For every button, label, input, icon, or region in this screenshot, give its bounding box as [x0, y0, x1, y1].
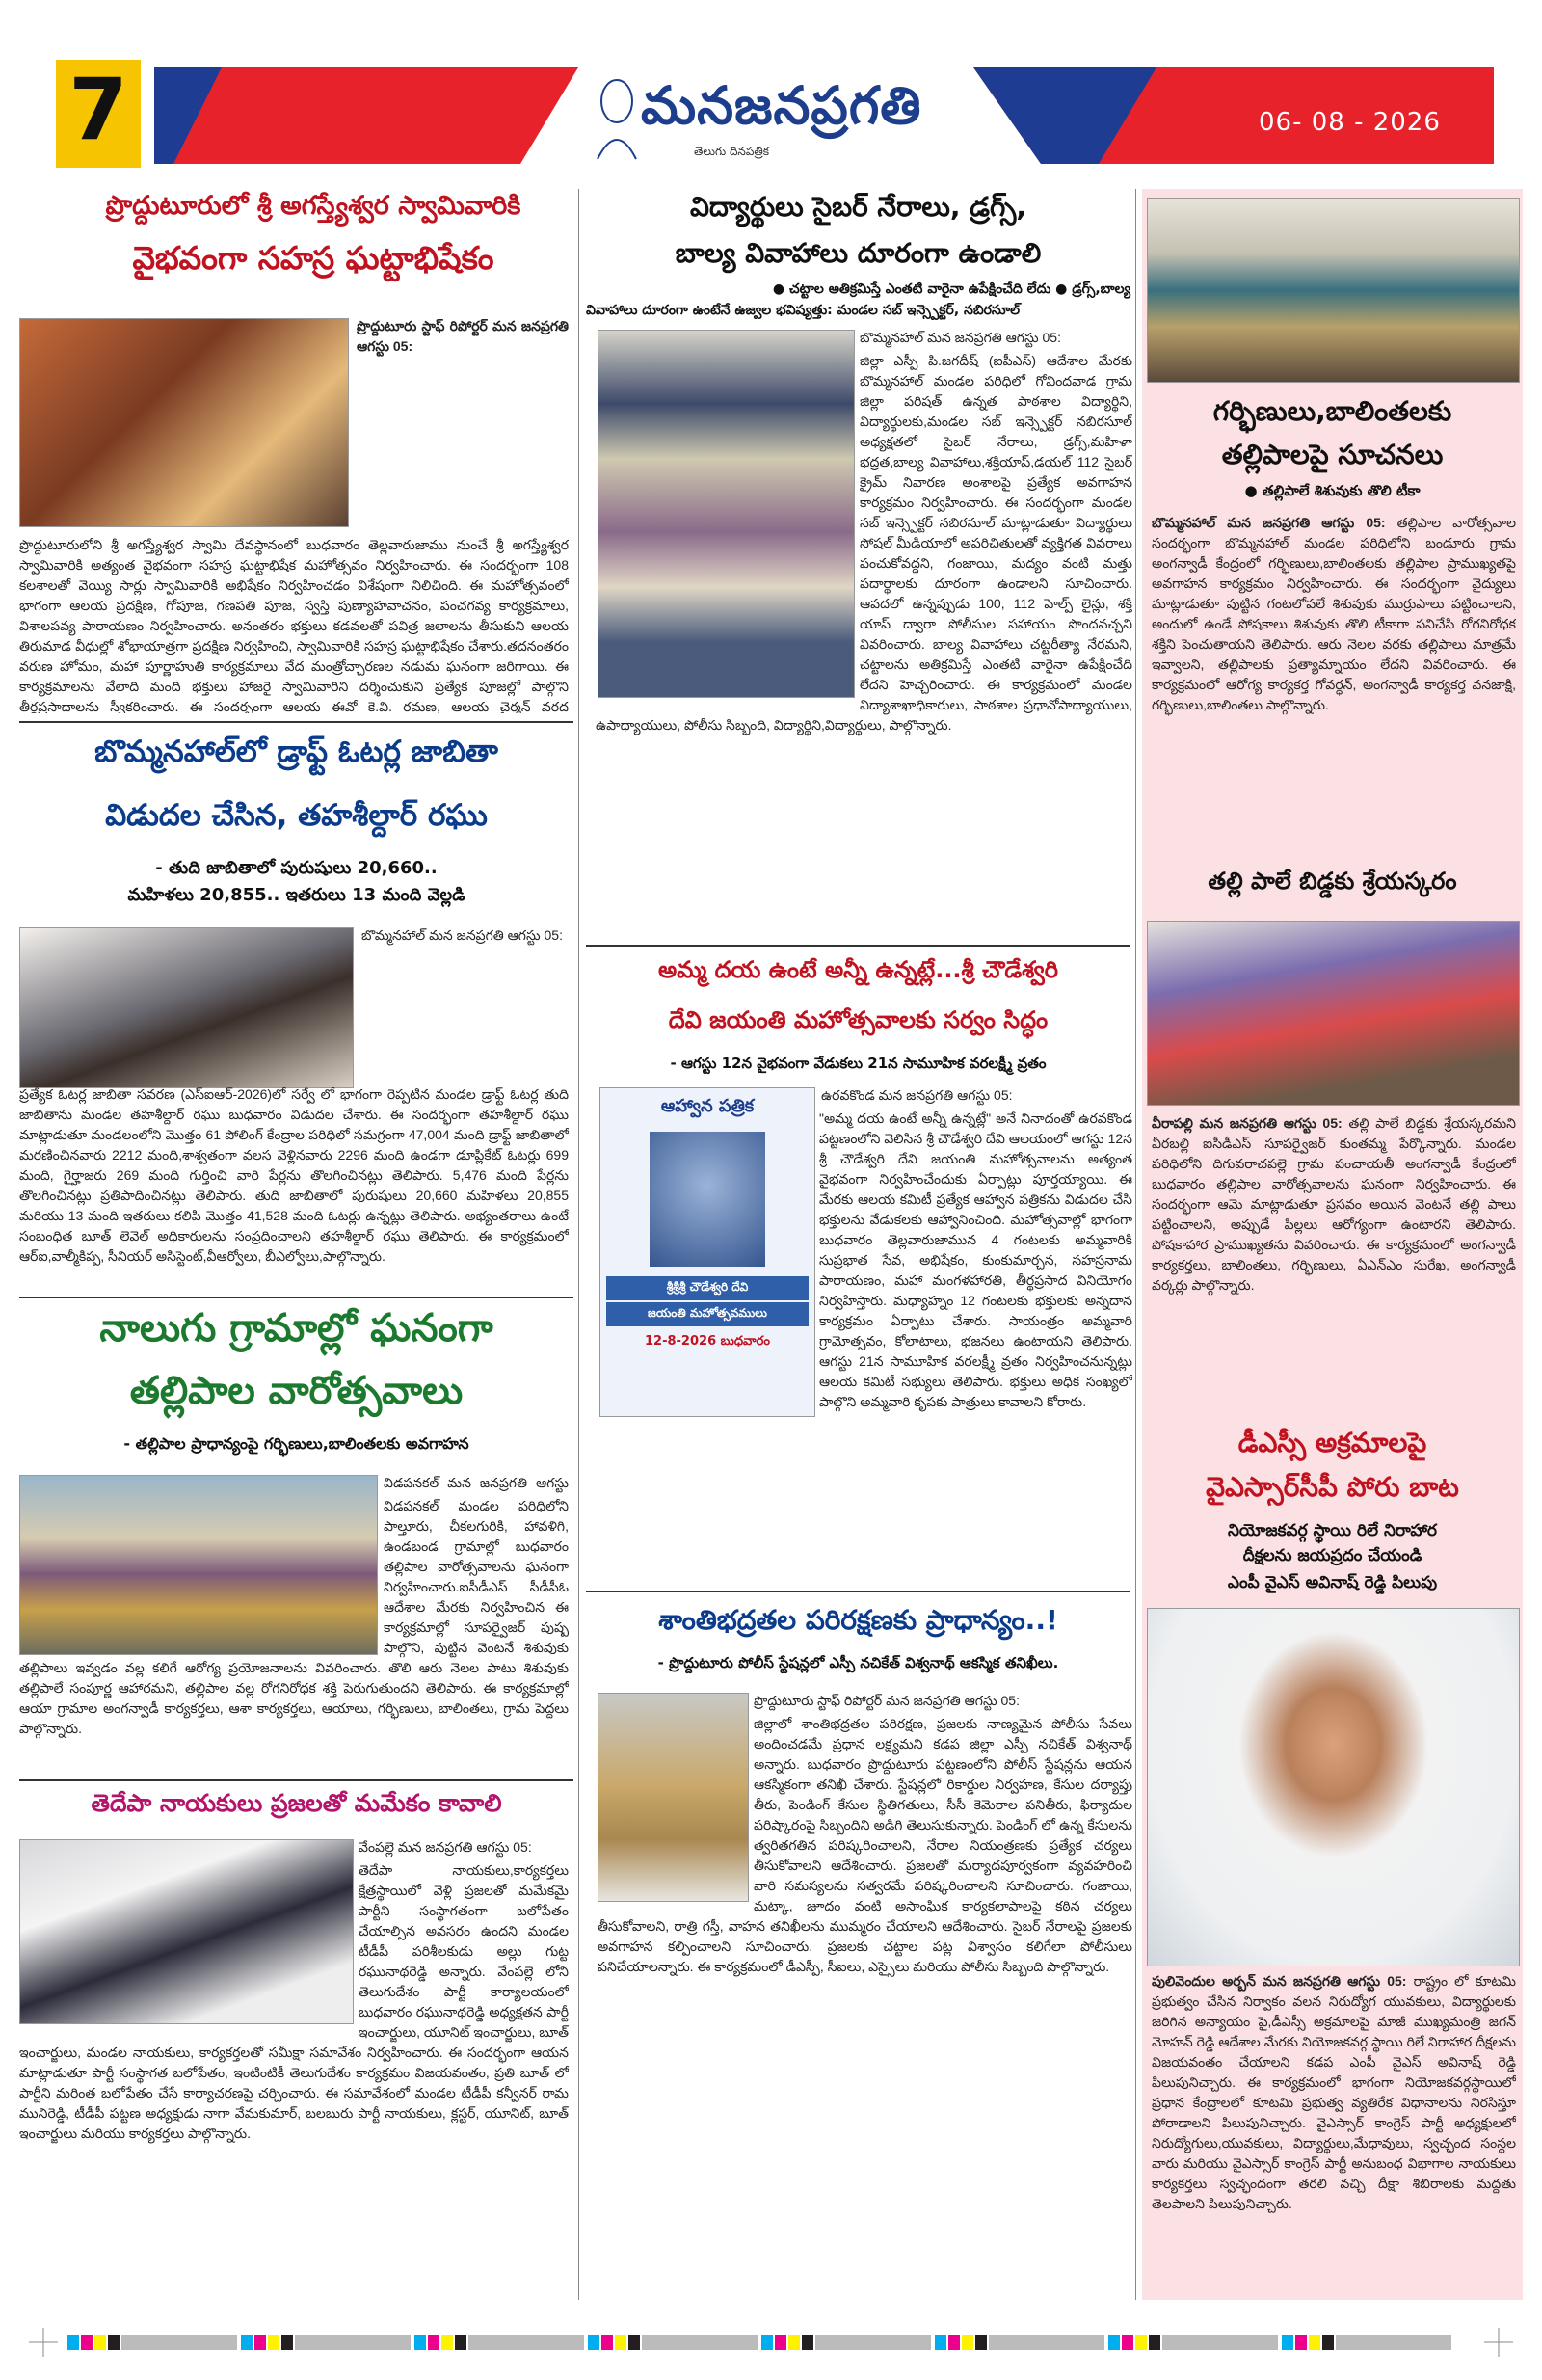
color-swatch: [1149, 2335, 1160, 2350]
divider: [19, 1297, 573, 1298]
sidebar-3-portrait: [1147, 1608, 1520, 1966]
article-3-headline-2: తల్లిపాల వారోత్సవాలు: [129, 1369, 464, 1413]
article-2-dateline: బొమ్మనహాల్ మన జనప్రగతి ఆగస్టు 05:: [361, 927, 563, 943]
article-4-headline: తెదేపా నాయకులు ప్రజలతో మమేకం కావాలి: [91, 1789, 502, 1817]
article-5-dateline: బొమ్మనహాల్ మన జనప్రగతి ఆగస్టు 05:: [860, 330, 1061, 345]
sidebar-3-headline-2: వైఎస్సార్‌సీపీ పోరు బాట: [1206, 1471, 1459, 1503]
sidebar-3-sub-1: నియోజకవర్గ స్థాయి రిలే నిరాహార: [1228, 1521, 1437, 1540]
color-swatch: [81, 2335, 93, 2350]
article-3-sub: - తల్లిపాల ప్రాధాన్యంపై గర్భిణులు,బాలింతలకు అవగాహన: [123, 1434, 469, 1453]
sidebar-1-body-wrap: [1152, 513, 1516, 860]
color-swatch: [1309, 2335, 1320, 2350]
color-swatch: [1282, 2335, 1293, 2350]
color-swatch: [935, 2335, 946, 2350]
article-2-body: ప్రత్యేక ఓటర్ల జాబితా సవరణ (ఎస్ఐఆర్-2026)లో సర్వే లో భాగంగా రెప్పటిన మండల డ్రాఫ్ట్ ఓటర్ల తుది జాబితాను మండల తహశీల్దార్ రఘు బుధవారం విడుదల చేశారు. ఈ సందర్భంగా తహశీల్దార్ రఘు మాట్లాడుతూ మండలంలోని మొత్తం 61 పోలింగ్ కేంద్రాల పరిధిలో సమగ్రంగా 47,004 మంది డ్రాఫ్ట్ జాబితాలో మరణించినవారు 2212 మంది,శాశ్వతంగా వలస వెళ్లినవారు 2296 మంది ఉండగా డూప్లికేట్ ఓటర్లు 699 మంది, గైర్హాజరు 269 మంది గుర్తించి వారి పేర్లను తొలగించినట్లు తెలిపారు. 5,476 మంది పేర్లను తొలగించినట్లు ప్రతిపాదించినట్లు తెలిపారు. తుది జాబితాలో పురుషులు 20,660 మహిళలు 20,855 మరియు 13 మంది ఇతరులు కలిపి మొత్తం 41,528 మంది ఓటర్లు ఉన్నట్లు తెలిపారు. అభ్యంతరాలు ఉంటే సంబంధిత బూత్ లెవెల్ అధికారులను సంప్రదించాలని తహశీల్దార్ రఘు తెలిపారు. ఈ కార్యక్రమంలో ఆర్ఐ,వాల్మీకిప్ప, సీనియర్ అసిస్టెంట్,వీఆర్వోలు, బీఎల్వోలు,పాల్గొన్నారు.: [19, 1086, 569, 1264]
sidebar-3-sub-3: ఎంపీ వైఎస్ అవినాష్ రెడ్డి పిలుపు: [1227, 1573, 1438, 1592]
article-5-body-wrap: [596, 351, 1132, 939]
color-swatch: [588, 2335, 599, 2350]
paper-tagline: తెలుగు దినపత్రిక: [694, 145, 770, 158]
sidebar-1-dateline: బొమ్మనహాల్ మన జనప్రగతి ఆగస్టు 05:: [1152, 515, 1386, 530]
sidebar-1-headline-2: తల్లిపాలపై సూచనలు: [1221, 439, 1444, 470]
color-swatch: [1322, 2335, 1334, 2350]
color-swatch: [241, 2335, 253, 2350]
article-6-sub: - ఆగస్టు 12న వైభవంగా వేడుకలు 21న సామూహిక వరలక్ష్మీ వ్రతం: [670, 1055, 1047, 1072]
color-swatch: [775, 2335, 786, 2350]
article-1-headline-2: వైభవంగా సహస్ర ఘట్టాభిషేకం: [132, 239, 494, 277]
sidebar-2-body: తల్లి పాలే బిడ్డకు శ్రేయస్కరమని వీరబల్లి ఐసీడీఎస్ సూపర్వైజర్ కుంతమ్మ పేర్కొన్నారు. మండల పరిధిలోని దిగువరాచపల్లె గ్రామ పంచాయతీ అంగన్వాడీ కేంద్రంలో బుధవారం తల్లిపాల వారోత్సవాలను ఘనంగా నిర్వహించారు. ఈ సందర్భంగా ఆమె మాట్లాడుతూ ప్రసవం అయిన వెంటనే తల్లి పాలు పట్టించాలని, అప్పుడే పిల్లలు ఆరోగ్యంగా ఉంటారని తెలిపారు. పోషకాహార ప్రాముఖ్యతను వివరించారు. ఈ కార్యక్రమంలో అంగన్వాడీ కార్యకర్తలు, బాలింతలు, గర్భిణులు, ఏఎన్ఎం సురేఖ, అంగన్వాడీ వర్కర్లు పాల్గొన్నారు.: [1152, 1115, 1516, 1293]
page-number: 7: [68, 60, 128, 159]
color-swatch: [802, 2335, 813, 2350]
article-5-sub-1: ● చట్టాల అతిక్రమిస్తే ఎంతటి వారైనా ఉపేక్షించేది లేదు ● డ్రగ్స్,బాల్య: [772, 281, 1130, 297]
article-6-body: "అమ్మ దయ ఉంటే అన్నీ ఉన్నట్లే" అనే నినాదంతో ఉరవకొండ పట్టణంలోని వెలిసిన శ్రీ చౌడేశ్వరి దేవి ఆలయంలో ఆగస్టు 12న శ్రీ చౌడేశ్వరి దేవి జయంతి మహోత్సవాలను అత్యంత వైభవంగా నిర్వహించేందుకు ఏర్పాట్లు పూర్తయ్యాయి. ఈ మేరకు ఆలయ కమిటీ ప్రత్యేక ఆహ్వాన పత్రికను విడుదల చేసి భక్తులను వేడుకలకు ఆహ్వానించింది. మహోత్సవాల్లో భాగంగా బుధవారం తెల్లవారుజామున 4 గంటలకు అమ్మవారికి సుప్రభాత సేవ, అభిషేకం, కుంకుమార్చన, సహస్రనామ పారాయణం, మహా మంగళహారతి, తీర్థప్రసాద వినియోగం నిర్వహిస్తారు. మధ్యాహ్నం 12 గంటలకు భక్తులకు అన్నదాన కార్యక్రమం ఏర్పాటు చేశారు. సాయంత్రం అమ్మవారి గ్రామోత్సవం, కోలాటాలు, భజనలు ఉంటాయని తెలిపారు. ఆగస్టు 21న సామూహిక వరలక్ష్మీ వ్రతం నిర్వహించనున్నట్లు ఆలయ కమిటీ సభ్యులు తెలిపారు. భక్తులు అధిక సంఖ్యలో పాల్గొని అమ్మవారి కృపకు పాత్రులు కావాలని కోరారు.: [819, 1110, 1132, 1409]
color-swatch: [1336, 2335, 1451, 2350]
article-2-sub-1: - తుది జాబితాలో పురుషులు 20,660..: [155, 858, 438, 878]
article-5-headline-2: బాల్య వివాహాలు దూరంగా ఉండాలి: [675, 237, 1042, 269]
article-6-dateline: ఉరవకొండ మన జనప్రగతి ఆగస్టు 05:: [821, 1087, 1013, 1103]
article-6-headline-2: దేవి జయంతి మహోత్సవాలకు సర్వం సిద్ధం: [668, 1006, 1049, 1033]
poster-date: 12-8-2026 బుధవారం: [645, 1334, 770, 1349]
article-7-headline: శాంతిభద్రతల పరిరక్షణకు ప్రాధాన్యం..!: [658, 1604, 1058, 1636]
divider: [586, 945, 1130, 947]
sidebar-3-body-wrap: [1152, 1971, 1516, 2294]
sidebar-1-photo: [1147, 198, 1520, 383]
divider: [586, 1591, 1130, 1592]
column-divider: [578, 189, 579, 2300]
article-5-sub-2: వివాహాలు దూరంగా ఉంటేనే ఉజ్వల భవిష్యత్తు: మండల సబ్ ఇన్స్పెక్టర్, నబిరసూల్: [586, 303, 1021, 318]
color-swatch: [67, 2335, 79, 2350]
article-4-dateline: వేంపల్లె మన జనప్రగతి ఆగస్టు 05:: [359, 1839, 532, 1855]
color-swatch: [1295, 2335, 1307, 2350]
article-3-body: విడపనకల్ మండల పరిధిలోని పాల్తూరు, చీకలగురికి, హావళిగి, ఉండబండ గ్రామాల్లో బుధవారం తల్లిపాల వారోత్సవాలను ఘనంగా నిర్వహించారు.ఐసీడీఎస్ సీడీపీఓ ఆదేశాల మేరకు నిర్వహించిన ఈ కార్యక్రమాల్లో సూపర్వైజర్ పుష్ప పాల్గొని, పుట్టిన వెంటనే శిశువుకు తల్లిపాలు ఇవ్వడం వల్ల కలిగే ఆరోగ్య ప్రయోజనాలను వివరించారు. తొలి ఆరు నెలల పాటు శిశువుకు తల్లిపాలే సంపూర్ణ ఆహారమని, తల్లిపాల వల్ల రోగనిరోధక శక్తి పెరుగుతుందని తెలిపారు. ఈ కార్యక్రమాల్లో ఆయా గ్రామాల అంగన్వాడీ కార్యకర్తలు, ఆశా కార్యకర్తలు, ఆయాలు, గర్భిణులు, బాలింతలు, గ్రామ పెద్దలు పాల్గొన్నారు.: [19, 1498, 569, 1736]
article-5-body: జిల్లా ఎస్పీ పి.జగదీష్ (ఐపీఎస్) ఆదేశాల మేరకు బొమ్మనహాల్ మండల పరిధిలో గోవిందవాడ గ్రామ జిల్లా పరిషత్ ఉన్నత పాఠశాల విద్యార్థిని, విద్యార్థులకు,మండల సబ్ ఇన్స్పెక్టర్ నబిరసూల్ అధ్యక్షతలో సైబర్ నేరాలు, డ్రగ్స్,మహిళా భద్రత,బాల్య వివాహాలు,శక్తియాప్,డయల్ 112 సైబర్ క్రైమ్ నివారణ అంశాలపై ప్రత్యేక అవగాహన కార్యక్రమం నిర్వహించారు. ఈ సందర్భంగా మండల సబ్ ఇన్స్పెక్టర్ నబిరసూల్ మాట్లాడుతూ విద్యార్థులు సోషల్ మీడియాలో అపరిచితులతో వ్యక్తిగత వివరాలు పంచుకోవద్దని, గంజాయి, మద్యం వంటి మత్తు పదార్థాలకు దూరంగా ఉండాలని సూచించారు. ఆపదలో ఉన్నప్పుడు 100, 112 హెల్ప్ లైన్లు, శక్తి యాప్ ద్వారా పోలీసుల సహాయం పొందవచ్చని వివరించారు. బాల్య వివాహాలు చట్టరీత్యా నేరమని, చట్టాలను అతిక్రమిస్తే ఎంతటి వారైనా ఉపేక్షించేది లేదని హెచ్చరించారు. ఈ కార్యక్రమంలో మండల విద్యాశాఖాధికారులు, పాఠశాల ప్రధానోపాధ్యాయులు, ఉపాధ్యాయులు, పోలీసు సిబ్బంది, విద్యార్థిని,విద్యార్థులు, పాల్గొన్నారు.: [596, 353, 1132, 733]
color-swatch: [962, 2335, 973, 2350]
article-2-headline-2: విడుదల చేసిన, తహశీల్దార్ రఘు: [105, 798, 488, 833]
logo-portrait-icon: [593, 67, 641, 164]
masthead-red-stripe: [173, 67, 578, 164]
column-divider: [1135, 189, 1136, 2300]
poster-line-2: జయంతి మహోత్సవములు: [606, 1302, 809, 1326]
article-1-headline-1: ప్రొద్దుటూరులో శ్రీ అగస్త్యేశ్వర స్వామివారికి: [105, 191, 521, 221]
article-1-dateline: ప్రొద్దుటూరు స్టాఫ్ రిపోర్టర్ మన జనప్రగతి ఆగస్టు 05:: [357, 318, 569, 354]
sidebar-2-dateline: వీరాపల్లి మన జనప్రగతి ఆగస్టు 05:: [1152, 1115, 1343, 1131]
article-3-dateline: విడపనకల్ మన జనప్రగతి ఆగస్టు: [384, 1475, 569, 1490]
article-7-body-wrap: [598, 1714, 1132, 2297]
article-4-body-wrap: [19, 1860, 569, 2294]
color-swatch: [94, 2335, 106, 2350]
color-swatch: [1135, 2335, 1147, 2350]
article-2-sub-2: మహిళలు 20,855.. ఇతరులు 13 మంది వెల్లడి: [127, 885, 465, 905]
color-swatch: [121, 2335, 237, 2350]
color-swatch: [1122, 2335, 1133, 2350]
color-swatch: [468, 2335, 584, 2350]
article-7-dateline: ప్రొద్దుటూరు స్టాఫ్ రిపోర్టర్ మన జనప్రగతి ఆగస్టు 05:: [754, 1693, 1020, 1708]
print-color-bar: [0, 2323, 1542, 2362]
sidebar-3-dateline: పులివెందుల అర్బన్ మన జనప్రగతి ఆగస్టు 05:: [1152, 1973, 1407, 1989]
color-swatch: [989, 2335, 1104, 2350]
color-swatch: [455, 2335, 466, 2350]
color-swatch: [441, 2335, 453, 2350]
color-swatch: [414, 2335, 426, 2350]
article-6-headline-1: అమ్మ దయ ఉంటే అన్నీ ఉన్నట్లే...శ్రీ చౌడేశ్వరి: [658, 956, 1058, 983]
color-swatch: [295, 2335, 411, 2350]
sidebar-3-sub-2: దీక్షలను జయప్రదం చేయండి: [1242, 1546, 1422, 1565]
poster-line-1: శ్రీశ్రీశ్రీ చౌడేశ్వరి దేవి: [606, 1276, 809, 1300]
color-swatch: [615, 2335, 626, 2350]
divider: [19, 721, 573, 723]
color-swatch: [268, 2335, 279, 2350]
sidebar-1-headline-1: గర్భిణులు,బాలింతలకు: [1212, 395, 1452, 427]
paper-name: మనజనప్రగతి: [641, 75, 922, 136]
sidebar-2-body-wrap: [1152, 1113, 1516, 1417]
color-swatch: [1162, 2335, 1278, 2350]
sidebar-2-photo: [1147, 921, 1520, 1106]
color-swatch: [815, 2335, 931, 2350]
sidebar-3-body: రాష్ట్రం లో కూటమి ప్రభుత్వం చేసిన నిర్వాకం వలన నిరుద్యోగ యువకులు, విద్యార్థులకు జరిగిన అన్యాయం పై,డీఎస్సీ అక్రమాలపై మాజీ ముఖ్యమంత్రి జగన్ మోహన్ రెడ్డి ఆదేశాల మేరకు నియోజకవర్గ స్థాయి రిలే నిరాహార దీక్షలను విజయవంతం చేయాలని కడప ఎంపీ వైఎస్ అవినాష్ రెడ్డి పిలుపునిచ్చారు. ఈ కార్యక్రమంలో భాగంగా నియోజకవర్గస్థాయిలో ప్రధాన కేంద్రాలలో కూటమి ప్రభుత్వ వ్యతిరేక విధానాలను నిరసిస్తూ పోరాడాలని పిలుపునిచ్చారు. వైఎస్సార్ కాంగ్రెస్ పార్టీ అధ్యక్షులలో నిరుద్యోగులు,యువకులు, విద్యార్థులు,మేధావులు, స్వచ్ఛంద సంస్థల వారు మరియు వైఎస్సార్ కాంగ్రెస్ పార్టీ అనుబంధ విభాగాల నాయకులు కార్యకర్తలు స్వచ్ఛందంగా తరలి వచ్చి దీక్షా శిబిరాలకు మద్దతు తెలపాలని పిలుపునిచ్చారు.: [1152, 1973, 1516, 2211]
article-7-body: జిల్లాలో శాంతిభద్రతల పరిరక్షణ, ప్రజలకు నాణ్యమైన పోలీసు సేవలు అందించడమే ప్రధాన లక్ష్యమని కడప జిల్లా ఎస్పీ నచికేత్ విశ్వనాథ్ అన్నారు. బుధవారం ప్రొద్దుటూరు పట్టణంలోని పోలీస్ స్టేషన్లను ఆయన ఆకస్మికంగా తనిఖీ చేశారు. స్టేషన్లలో రికార్డుల నిర్వహణ, కేసుల దర్యాప్తు తీరు, పెండింగ్ కేసుల స్థితిగతులు, సీసీ కెమెరాల పనితీరు, ఫిర్యాదుల పరిష్కారంపై సిబ్బందిని అడిగి తెలుసుకున్నారు. పెండింగ్ లో ఉన్న కేసులను త్వరితగతిన పరిష్కరించాలని, నేరాల నియంత్రణకు ప్రత్యేక చర్యలు తీసుకోవాలని ఆదేశించారు. ప్రజలతో మర్యాదపూర్వకంగా వ్యవహరించి వారి సమస్యలను సత్వరమే పరిష్కరించాలని సూచించారు. గంజాయి, మట్కా, జూదం వంటి అసాంఘిక కార్యకలాపాలపై కఠిన చర్యలు తీసుకోవాలని, రాత్రి గస్తీ, వాహన తనిఖీలను ముమ్మరం చేయాలని ఆదేశించారు. సైబర్ నేరాలపై ప్రజలకు అవగాహన కల్పించాలని సూచించారు. ప్రజలకు చట్టాల పట్ల విశ్వాసం కలిగేలా పోలీసులు పనిచేయాలన్నారు. ఈ కార్యక్రమంలో డీఎస్పీ, సీఐలు, ఎస్సైలు మరియు పోలీసు సిబ్బంది పాల్గొన్నారు.: [598, 1716, 1132, 1974]
article-1-photo: [19, 318, 349, 527]
color-swatch: [601, 2335, 613, 2350]
divider: [19, 1779, 573, 1781]
article-3-headline-1: నాలుగు గ్రామాల్లో ఘనంగా: [99, 1306, 493, 1350]
color-swatch: [975, 2335, 987, 2350]
article-4-body: తెదేపా నాయకులు,కార్యకర్తలు క్షేత్రస్థాయిలో వెళ్లి ప్రజలతో మమేకమై పార్టీని సంస్థాగతంగా బలోపేతం చేయాల్సిన అవసరం ఉందని మండల టీడీపీ పరిశీలకుడు అల్లు గుట్ట రఘునాథరెడ్డి అన్నారు. వేంపల్లె లోని తెలుగుదేశం పార్టీ కార్యాలయంలో బుధవారం రఘునాథరెడ్డి అధ్యక్షతన పార్టీ ఇంచార్జులు, యూనిట్ ఇంచార్జులు, బూత్ ఇంచార్జులు, మండల నాయకులు, కార్యకర్తలతో సమీక్షా సమావేశం నిర్వహించారు. ఈ సందర్భంగా ఆయన మాట్లాడుతూ పార్టీ సంస్థాగత బలోపేతం, ఇంటింటికీ తెలుగుదేశం కార్యక్రమం విజయవంతం, ప్రతి బూత్ లో పార్టీని మరింత బలోపేతం చేసే కార్యాచరణపై చర్చించారు. ఈ సమావేశంలో మండల టీడీపీ కన్వీనర్ రామ మునిరెడ్డి, టీడీపీ పట్టణ అధ్యక్షుడు నాగా వేమకుమార్, బలబురు పార్టీ నాయకులు, క్లస్టర్, యూనిట్, బూత్ ఇంచార్జులు మరియు కార్యకర్తలు పాల్గొన్నారు.: [19, 1862, 569, 2141]
issue-date: 06- 08 - 2026: [1259, 108, 1441, 137]
color-swatch: [642, 2335, 758, 2350]
color-swatch: [254, 2335, 266, 2350]
article-2-body-wrap: [19, 949, 569, 1297]
color-swatch: [761, 2335, 773, 2350]
color-swatch: [1108, 2335, 1120, 2350]
article-6-body-wrap: [598, 1109, 1132, 1581]
poster-title: ఆహ్వాన పత్రిక: [660, 1096, 755, 1116]
article-3-body-wrap: [19, 1496, 569, 1776]
article-1-body: ప్రొద్దుటూరులోని శ్రీ అగస్త్యేశ్వర స్వామి దేవస్థానంలో బుధవారం తెల్లవారుజాము నుంచే శ్రీ అగస్త్యేశ్వర స్వామివారికి అత్యంత వైభవంగా సహస్ర ఘట్టాభిషేక మహోత్సవం నిర్వహించారు. ఈ సందర్భంగా 108 కలశాలతో వెయ్యి సార్లు స్వామివారికి అభిషేకం నిర్వహించడం విశేషంగా నిలిచింది. ఈ మహోత్సవంలో భాగంగా ఆలయ ప్రదక్షిణ, గోపూజ, గణపతి పూజ, స్వస్తి పుణ్యాహవాచనం, పంచగవ్య కార్యక్రమాలు, విశాలపవ్య పారాయణం నిర్వహించారు. అనంతరం భక్తులు కడవలతో పవిత్ర జలాలను తీసుకుని ఆలయ తిరుమాడ వీధుల్లో శోభాయాత్రగా ప్రదక్షిణ నిర్వహించి, స్వామివారికి సహస్ర ఘట్టాభిషేకం చేశారు.తదనంతరం వరుణ హోమం, మహా పూర్ణాహుతి కార్యక్రమాలు వేద మంత్రోచ్చారణల నడుమ ఘనంగా జరిగాయి. ఈ కార్యక్రమాలను వేలాది మంది భక్తులు హాజరై స్వామివారిని దర్శించుకుని ప్రత్యేక పూజల్లో పాల్గొని తీర్థప్రసాదాలను స్వీకరించారు. ఈ సందర్భంగా ఆలయ ఈవో కె.వి. రమణ, ఆలయ చైర్మన్ వరద: [19, 537, 569, 713]
color-swatch: [948, 2335, 960, 2350]
article-1-body-top: [357, 316, 569, 538]
sidebar-1-body: తల్లిపాల వారోత్సవాల సందర్భంగా బొమ్మనహాల్ మండల పరిధిలోని బండూరు గ్రామ అంగన్వాడీ కేంద్రంలో గర్భిణులు,బాలింతలకు తల్లిపాల ప్రాముఖ్యతపై అవగాహన కార్యక్రమం నిర్వహించారు. ఈ సందర్భంగా వైద్యులు మాట్లాడుతూ పుట్టిన గంటలోపలే శిశువుకు ముర్రుపాలు పట్టించాలని, అందులో ఉండే పోషకాలు శిశువుకు తొలి టీకాగా పనిచేసి రోగనిరోధక శక్తిని పెంచుతాయని తెలిపారు. ఆరు నెలల వరకు తల్లిపాలు మాత్రమే ఇవ్వాలని, తల్లిపాలకు ప్రత్యామ్నాయం లేదని వివరించారు. ఈ కార్యక్రమంలో ఆరోగ్య కార్యకర్త గోవర్ధన్, అంగన్వాడీ కార్యకర్త వనజాక్షి, గర్భిణులు,బాలింతలు పాల్గొన్నారు.: [1152, 515, 1516, 712]
color-swatch: [281, 2335, 293, 2350]
sidebar-1-sub: ● తల్లిపాలే శిశువుకు తొలి టీకా: [1244, 482, 1421, 499]
sidebar-2-headline: తల్లి పాలే బిడ్డకు శ్రేయస్కరం: [1208, 868, 1457, 895]
article-7-sub: - ప్రొద్దుటూరు పోలీస్ స్టేషన్లలో ఎస్పీ నచికేత్ విశ్వనాథ్ ఆకస్మిక తనిఖీలు.: [657, 1654, 1059, 1671]
article-5-headline-1: విద్యార్థులు సైబర్ నేరాలు, డ్రగ్స్,: [689, 191, 1027, 223]
sidebar-3-headline-1: డీఎస్సీ అక్రమాలపై: [1237, 1427, 1427, 1458]
color-swatch: [428, 2335, 439, 2350]
color-swatch: [788, 2335, 800, 2350]
article-2-headline-1: బొమ్మనహాల్‌లో డ్రాఫ్ట్ ఓటర్ల జాబితా: [94, 735, 498, 769]
color-swatch: [628, 2335, 640, 2350]
color-swatch: [108, 2335, 120, 2350]
